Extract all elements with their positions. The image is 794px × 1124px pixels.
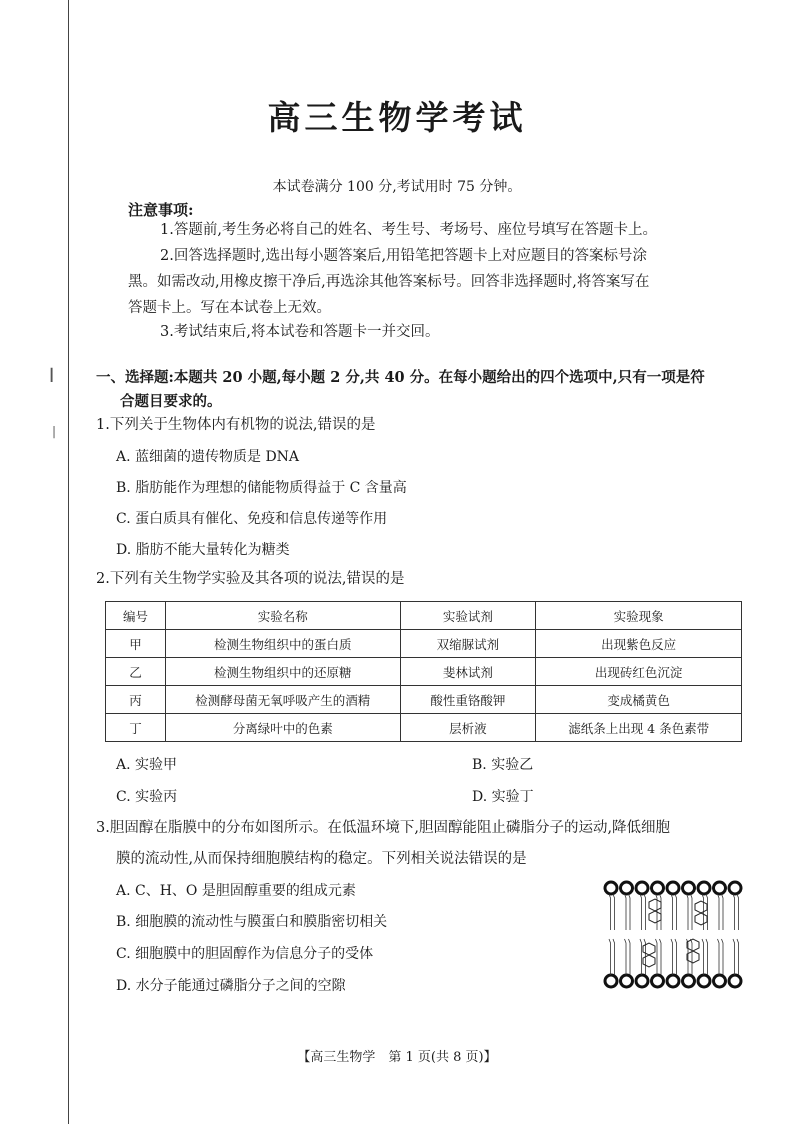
phospholipid-tail: [706, 894, 708, 930]
table-row: [106, 658, 742, 686]
table-cell: 检测酵母菌无氧呼吸产生的酒精: [165, 686, 400, 714]
table-cell: 甲: [106, 630, 166, 658]
phospholipid-tail: [718, 894, 720, 930]
note-line: 2.回答选择题时,选出每小题答案后,用铅笔把答题卡上对应题目的答案标号涂: [160, 248, 648, 264]
q2-option-d: D. 实验丁: [472, 789, 534, 805]
phospholipid-tail: [660, 894, 662, 930]
exam-info: 本试卷满分 100 分,考试用时 75 分钟。: [272, 179, 522, 195]
phospholipid-head: [683, 882, 695, 894]
table-cell: 出现砖红色沉淀: [536, 658, 742, 686]
phospholipid-tail: [613, 894, 615, 930]
phospholipid-head: [667, 975, 679, 987]
phospholipid-heads-top: [605, 882, 741, 894]
phospholipid-tail: [718, 939, 720, 975]
phospholipid-head: [636, 975, 648, 987]
experiment-table: [105, 601, 742, 742]
phospholipid-head: [729, 975, 741, 987]
section-line: 合题目要求的。: [120, 393, 222, 410]
table-header-row: [106, 602, 742, 630]
phospholipid-tail: [656, 939, 658, 975]
phospholipid-head: [636, 882, 648, 894]
phospholipid-head: [621, 882, 633, 894]
phospholipid-tail: [609, 894, 611, 930]
phospholipid-tail: [675, 939, 677, 975]
phospholipid-tail: [733, 939, 735, 975]
question-3-stem: 3.胆固醇在脂膜中的分布如图所示。在低温环境下,胆固醇能阻止磷脂分子的运动,降低细胞: [96, 820, 671, 836]
margin-mark: ┃: [48, 368, 56, 382]
table-header: 实验现象: [536, 602, 742, 630]
phospholipid-tail: [691, 894, 693, 930]
section-heading: [96, 366, 744, 414]
table-cell: 检测生物组织中的还原糖: [165, 658, 400, 686]
phospholipid-head: [605, 975, 617, 987]
phospholipid-head: [652, 882, 664, 894]
phospholipid-tail: [609, 939, 611, 975]
table-cell: 出现紫色反应: [536, 630, 742, 658]
phospholipid-tail: [629, 894, 631, 930]
binding-line: [68, 0, 69, 1124]
table-cell: 丙: [106, 686, 166, 714]
table-cell: 丁: [106, 714, 166, 742]
phospholipid-tail: [691, 939, 693, 975]
margin-mark: |: [52, 424, 57, 438]
question-1-stem: 1.下列关于生物体内有机物的说法,错误的是: [96, 417, 376, 433]
phospholipid-tail: [702, 939, 704, 975]
q2-option-b: B. 实验乙: [472, 757, 534, 773]
q3-option-c: C. 细胞膜中的胆固醇作为信息分子的受体: [116, 946, 374, 962]
q1-option-d: D. 脂肪不能大量转化为糖类: [116, 542, 290, 558]
phospholipid-head: [683, 975, 695, 987]
question-3-stem: 膜的流动性,从而保持细胞膜结构的稳定。下列相关说法错误的是: [116, 851, 527, 867]
table-cell: 滤纸条上出现 4 条色素带: [536, 714, 742, 742]
phospholipid-tail: [675, 894, 677, 930]
phospholipid-tail: [737, 894, 739, 930]
q3-option-a: A. C、H、O 是胆固醇重要的组成元素: [116, 883, 356, 899]
question-2-stem: 2.下列有关生物学实验及其各项的说法,错误的是: [96, 571, 405, 587]
phospholipid-tail: [687, 894, 689, 930]
phospholipid-tail: [706, 939, 708, 975]
note-line: 答题卡上。写在本试卷上无效。: [128, 300, 331, 316]
note-line: 黑。如需改动,用橡皮擦干净后,再选涂其他答案标号。回答非选择题时,将答案写在: [128, 274, 650, 290]
phospholipid-tail: [660, 939, 662, 975]
phospholipid-head: [652, 975, 664, 987]
phospholipid-head: [605, 882, 617, 894]
table-cell: 酸性重铬酸钾: [400, 686, 536, 714]
phospholipid-head: [729, 882, 741, 894]
table-cell: 双缩脲试剂: [400, 630, 536, 658]
phospholipid-tail: [722, 939, 724, 975]
table-row: [106, 714, 742, 742]
q3-option-d: D. 水分子能通过磷脂分子之间的空隙: [116, 978, 346, 994]
phospholipid-tail: [671, 939, 673, 975]
phospholipid-tail: [625, 894, 627, 930]
table-cell: 层析液: [400, 714, 536, 742]
phospholipid-head: [621, 975, 633, 987]
table-header: 实验名称: [165, 602, 400, 630]
phospholipid-tail: [625, 939, 627, 975]
table-header: 实验试剂: [400, 602, 536, 630]
section-line: 一、选择题:本题共 20 小题,每小题 2 分,共 40 分。在每小题给出的四个选项中,只有一项是符: [96, 369, 705, 386]
table-cell: 斐林试剂: [400, 658, 536, 686]
phospholipid-head: [714, 882, 726, 894]
phospholipid-tail: [640, 894, 642, 930]
table-cell: 分离绿叶中的色素: [165, 714, 400, 742]
phospholipid-head: [698, 975, 710, 987]
table-row: [106, 686, 742, 714]
phospholipid-heads-bottom: [605, 975, 741, 987]
phospholipid-head: [667, 882, 679, 894]
table-cell: 乙: [106, 658, 166, 686]
exam-title: 高三生物学考试: [267, 98, 527, 137]
note-line: 3.考试结束后,将本试卷和答题卡一并交回。: [160, 324, 440, 340]
phospholipid-tail: [671, 894, 673, 930]
phospholipid-tail: [737, 939, 739, 975]
q1-option-b: B. 脂肪能作为理想的储能物质得益于 C 含量高: [116, 480, 407, 496]
table-header: 编号: [106, 602, 166, 630]
q2-option-a: A. 实验甲: [116, 757, 178, 773]
table-cell: 检测生物组织中的蛋白质: [165, 630, 400, 658]
cholesterol-icon: [643, 899, 707, 967]
phospholipid-tail: [640, 939, 642, 975]
q1-option-a: A. 蓝细菌的遗传物质是 DNA: [116, 449, 300, 465]
phospholipid-tail: [733, 894, 735, 930]
phospholipid-tails: [609, 894, 739, 975]
table-cell: 变成橘黄色: [536, 686, 742, 714]
notes-heading: 注意事项:: [128, 201, 194, 219]
phospholipid-tail: [722, 894, 724, 930]
q3-option-b: B. 细胞膜的流动性与膜蛋白和膜脂密切相关: [116, 914, 388, 930]
page-footer: 【高三生物学 第 1 页(共 8 页)】: [297, 1050, 497, 1065]
phospholipid-head: [698, 882, 710, 894]
table-row: [106, 630, 742, 658]
note-line: 1.答题前,考生务必将自己的姓名、考生号、考场号、座位号填写在答题卡上。: [160, 222, 657, 238]
phospholipid-tail: [644, 894, 646, 930]
q2-option-c: C. 实验丙: [116, 789, 178, 805]
membrane-cholesterol-figure: [603, 880, 745, 990]
q1-option-c: C. 蛋白质具有催化、免疫和信息传递等作用: [116, 511, 388, 527]
phospholipid-head: [714, 975, 726, 987]
phospholipid-tail: [613, 939, 615, 975]
phospholipid-tail: [629, 939, 631, 975]
